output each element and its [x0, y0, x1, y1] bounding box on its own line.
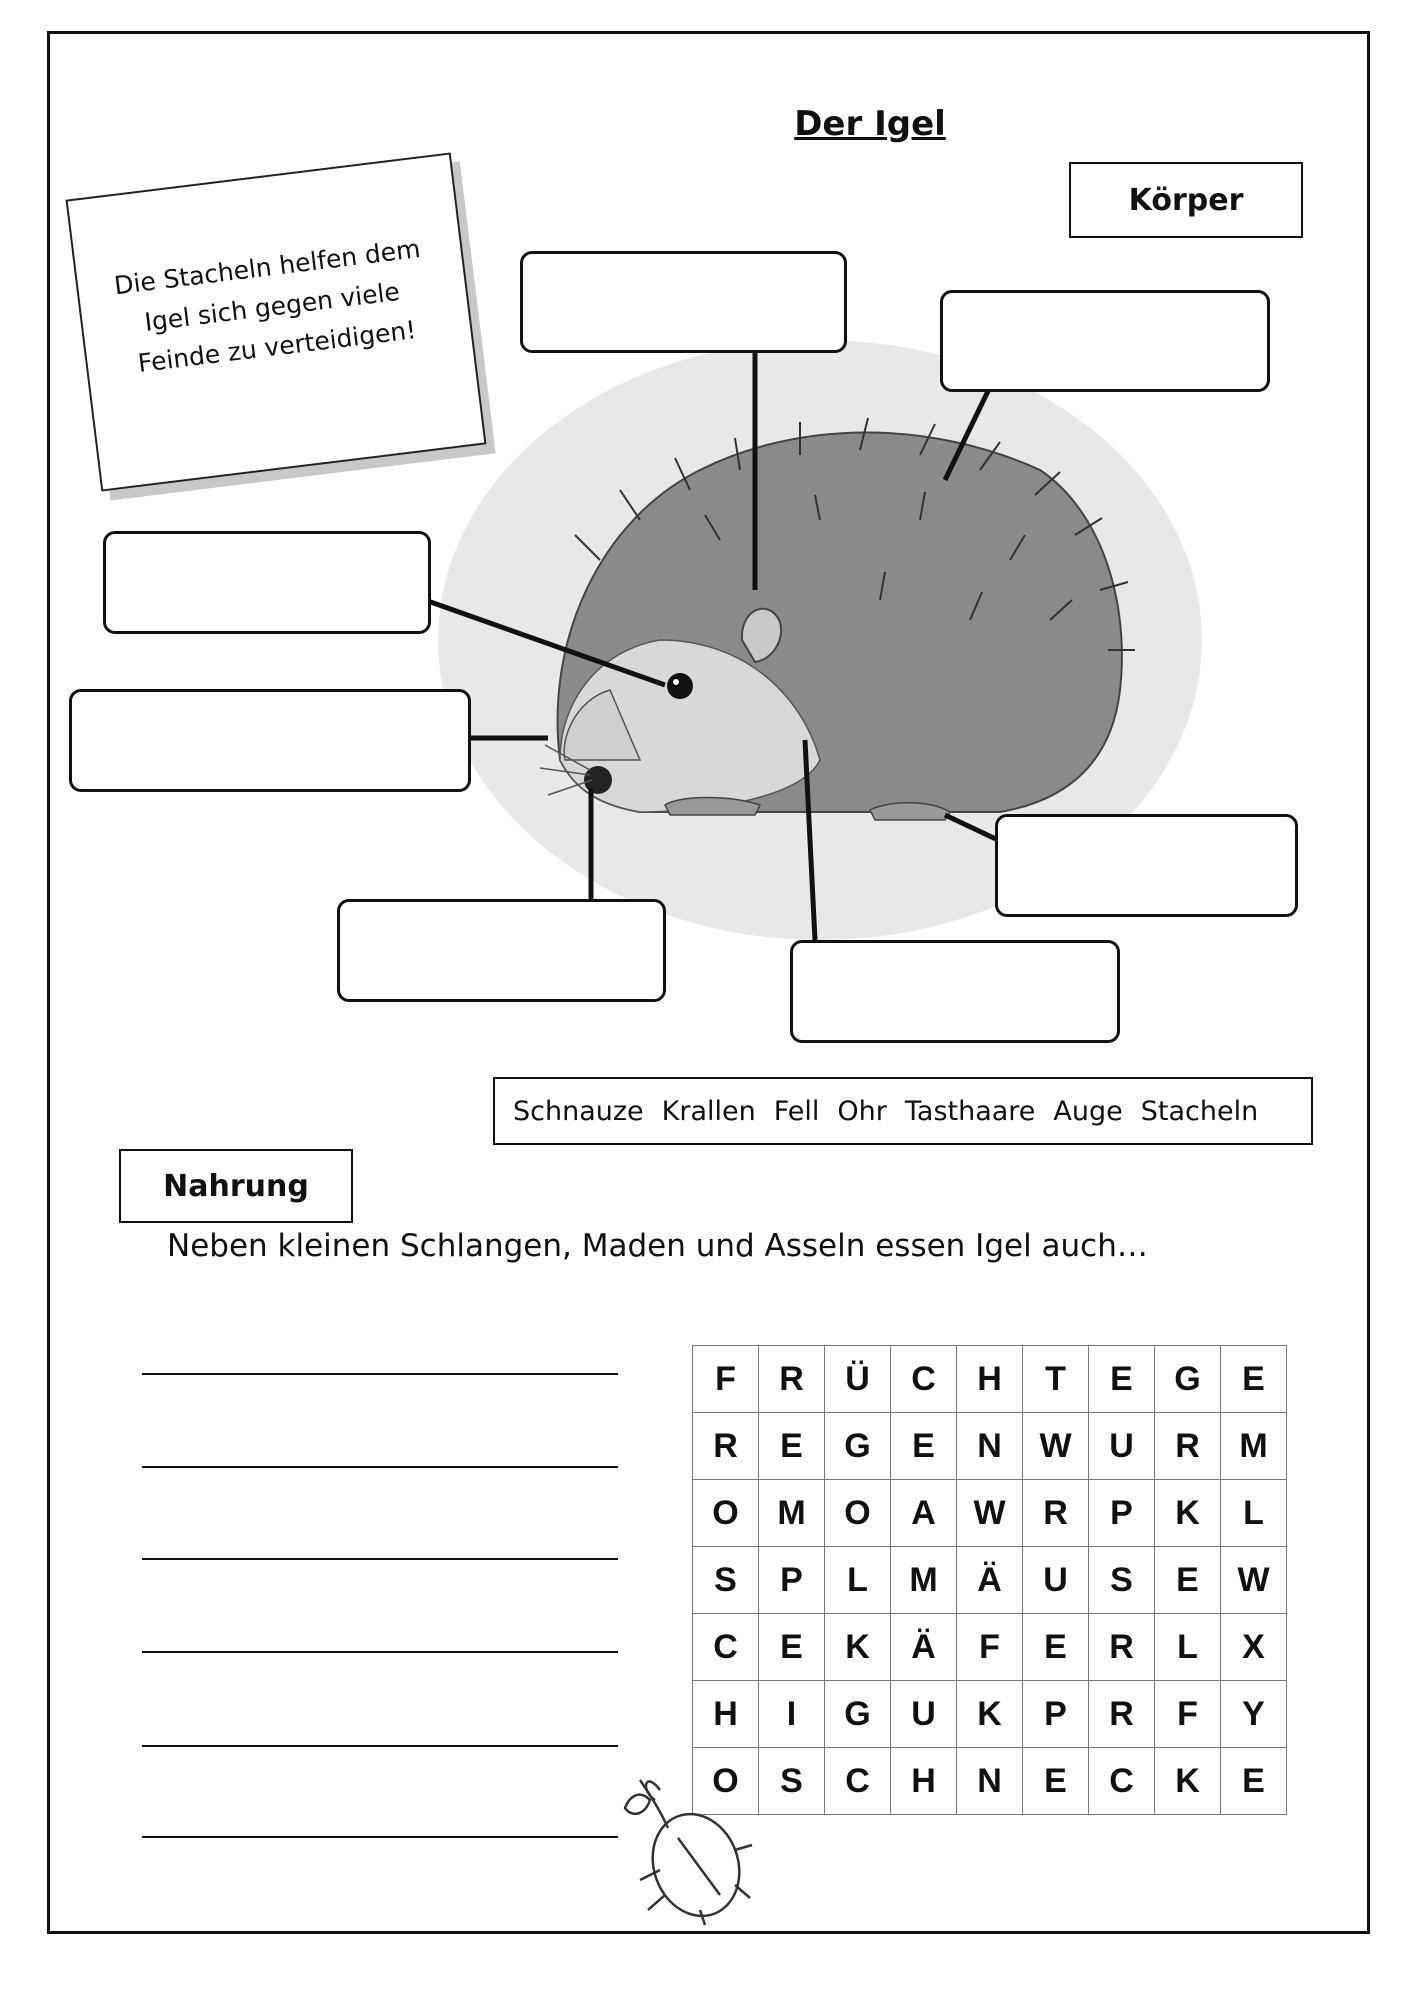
page-title: Der Igel: [794, 104, 946, 144]
word-search-cell[interactable]: U: [1023, 1547, 1089, 1614]
word-search-cell[interactable]: R: [693, 1413, 759, 1480]
word-search-cell[interactable]: G: [825, 1413, 891, 1480]
word-search-cell[interactable]: R: [1023, 1480, 1089, 1547]
word-search-cell[interactable]: F: [957, 1614, 1023, 1681]
section-body-heading: Körper: [1069, 162, 1303, 238]
word-search-cell[interactable]: M: [1221, 1413, 1287, 1480]
word-bank-item: Tasthaare: [904, 1095, 1036, 1127]
word-search-cell[interactable]: O: [693, 1748, 759, 1815]
word-search-cell[interactable]: A: [891, 1480, 957, 1547]
word-search-cell[interactable]: H: [957, 1346, 1023, 1413]
word-search-cell[interactable]: R: [1089, 1614, 1155, 1681]
word-bank-item: Krallen: [661, 1095, 756, 1127]
word-search-cell[interactable]: F: [693, 1346, 759, 1413]
word-search-cell[interactable]: U: [891, 1681, 957, 1748]
word-search-cell[interactable]: R: [1089, 1681, 1155, 1748]
word-search-cell[interactable]: P: [759, 1547, 825, 1614]
word-search-cell[interactable]: T: [1023, 1346, 1089, 1413]
word-search-cell[interactable]: Ä: [957, 1547, 1023, 1614]
word-search-cell[interactable]: X: [1221, 1614, 1287, 1681]
word-search-cell[interactable]: E: [1221, 1346, 1287, 1413]
word-search-cell[interactable]: H: [891, 1748, 957, 1815]
word-search-cell[interactable]: W: [1023, 1413, 1089, 1480]
word-search-cell[interactable]: E: [1089, 1346, 1155, 1413]
word-search-cell[interactable]: Ä: [891, 1614, 957, 1681]
word-search-cell[interactable]: C: [825, 1748, 891, 1815]
section-food-heading: Nahrung: [119, 1149, 353, 1223]
word-bank-item: Ohr: [837, 1095, 887, 1127]
word-search-cell[interactable]: S: [759, 1748, 825, 1815]
word-search-cell[interactable]: G: [825, 1681, 891, 1748]
word-search-cell[interactable]: K: [825, 1614, 891, 1681]
word-search-cell[interactable]: G: [1155, 1346, 1221, 1413]
word-search-cell[interactable]: R: [759, 1346, 825, 1413]
word-search-cell[interactable]: Y: [1221, 1681, 1287, 1748]
word-search-cell[interactable]: P: [1089, 1480, 1155, 1547]
word-search-cell[interactable]: L: [1221, 1480, 1287, 1547]
word-search-cell[interactable]: R: [1155, 1413, 1221, 1480]
word-search-cell[interactable]: S: [693, 1547, 759, 1614]
word-search-cell[interactable]: S: [1089, 1547, 1155, 1614]
word-search-cell[interactable]: N: [957, 1748, 1023, 1815]
word-search-cell[interactable]: K: [1155, 1748, 1221, 1815]
word-search-cell[interactable]: E: [1155, 1547, 1221, 1614]
word-bank-item: Fell: [773, 1095, 820, 1127]
word-search-cell[interactable]: N: [957, 1413, 1023, 1480]
word-search-cell[interactable]: E: [1023, 1748, 1089, 1815]
word-search-cell[interactable]: L: [825, 1547, 891, 1614]
word-search-cell[interactable]: U: [1089, 1413, 1155, 1480]
word-search-cell[interactable]: M: [759, 1480, 825, 1547]
word-search-cell[interactable]: W: [1221, 1547, 1287, 1614]
word-search-cell[interactable]: E: [891, 1413, 957, 1480]
word-search-cell[interactable]: Ü: [825, 1346, 891, 1413]
word-search-cell[interactable]: L: [1155, 1614, 1221, 1681]
word-search-cell[interactable]: O: [693, 1480, 759, 1547]
word-bank-item: Schnauze: [513, 1095, 644, 1127]
word-search-cell[interactable]: E: [759, 1614, 825, 1681]
word-search-cell[interactable]: K: [1155, 1480, 1221, 1547]
food-sentence: Neben kleinen Schlangen, Maden und Asseln essen Igel auch…: [167, 1228, 1148, 1264]
word-search-cell[interactable]: W: [957, 1480, 1023, 1547]
note-text: Die Stacheln helfen dem Igel sich gegen viele Feinde zu verteidigen!: [112, 233, 422, 379]
word-search-cell[interactable]: M: [891, 1547, 957, 1614]
word-bank-item: Auge: [1053, 1095, 1123, 1127]
word-search-cell[interactable]: C: [891, 1346, 957, 1413]
word-bank-item: Stacheln: [1140, 1095, 1259, 1127]
word-search-cell[interactable]: H: [693, 1681, 759, 1748]
word-search-cell[interactable]: E: [759, 1413, 825, 1480]
word-search-cell[interactable]: P: [1023, 1681, 1089, 1748]
word-search-cell[interactable]: C: [1089, 1748, 1155, 1815]
word-search-cell[interactable]: F: [1155, 1681, 1221, 1748]
word-search-cell[interactable]: K: [957, 1681, 1023, 1748]
word-search-cell[interactable]: O: [825, 1480, 891, 1547]
word-search-cell[interactable]: E: [1023, 1614, 1089, 1681]
word-search-cell[interactable]: I: [759, 1681, 825, 1748]
word-search-cell[interactable]: C: [693, 1614, 759, 1681]
word-search-cell[interactable]: E: [1221, 1748, 1287, 1815]
